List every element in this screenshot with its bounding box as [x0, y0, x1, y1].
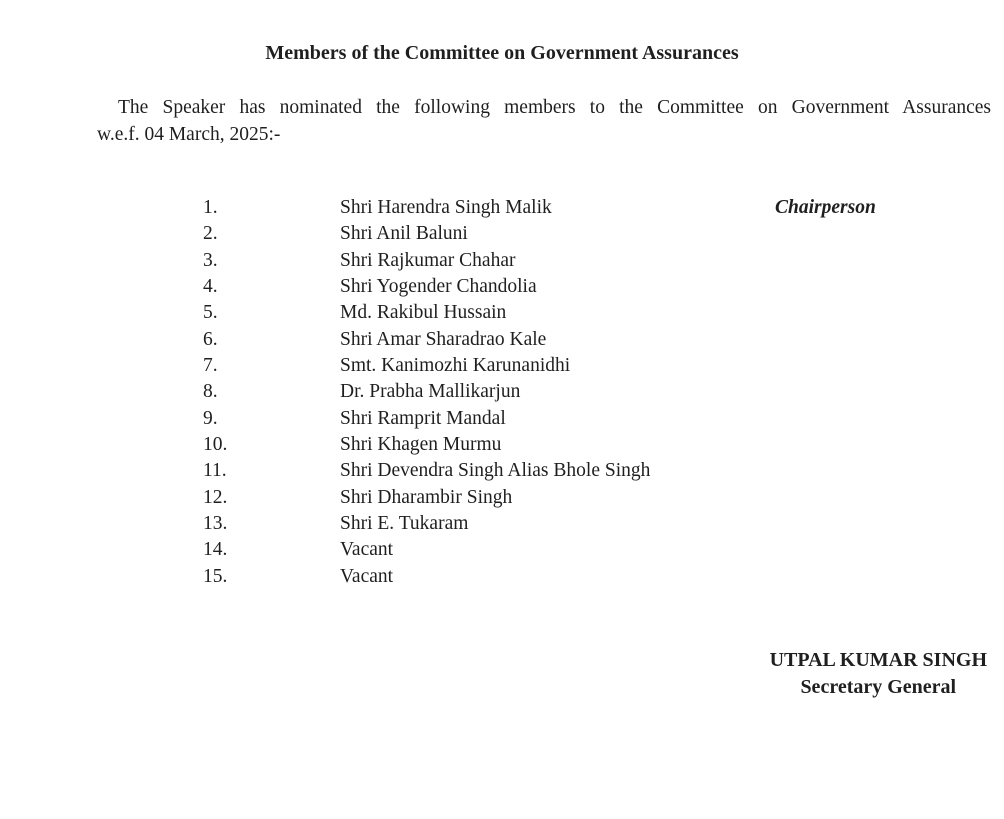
member-row: [0, 537, 1004, 563]
member-number: 14.: [203, 539, 228, 561]
member-number: 2.: [203, 223, 218, 245]
intro-paragraph: [97, 95, 991, 148]
member-role-chairperson: Chairperson: [775, 197, 876, 218]
member-name: Shri E. Tukaram: [340, 513, 469, 535]
member-row: [0, 511, 1004, 537]
member-row: [0, 274, 1004, 300]
signature-block: [770, 647, 987, 700]
member-number: 3.: [203, 249, 218, 271]
member-name: Shri Dharambir Singh: [340, 486, 513, 508]
member-name: Shri Devendra Singh Alias Bhole Singh: [340, 460, 651, 482]
member-name: Md. Rakibul Hussain: [340, 302, 507, 324]
member-name: Shri Harendra Singh Malik: [340, 197, 552, 218]
member-row: [0, 248, 1004, 274]
member-number: 13.: [203, 513, 228, 535]
member-row: [0, 195, 1004, 221]
signatory-name: UTPAL KUMAR SINGH: [769, 649, 987, 671]
member-row: [0, 221, 1004, 247]
member-name: Shri Anil Baluni: [340, 223, 468, 245]
member-number: 9.: [203, 407, 218, 429]
member-name: Shri Rajkumar Chahar: [340, 249, 516, 271]
signatory-designation: Secretary General: [800, 675, 957, 698]
member-row: [0, 406, 1004, 432]
member-number: 1.: [203, 197, 218, 218]
member-name: Shri Khagen Murmu: [340, 434, 502, 456]
member-name: Vacant: [340, 565, 394, 587]
member-row: [0, 379, 1004, 405]
member-name: Vacant: [340, 539, 394, 561]
member-number: 11.: [203, 460, 227, 482]
member-number: 4.: [203, 276, 218, 298]
member-row: [0, 353, 1004, 379]
member-row: [0, 564, 1004, 590]
member-number: 5.: [203, 302, 218, 324]
member-number: 7.: [203, 355, 218, 377]
member-number: 15.: [203, 565, 228, 587]
document-title: Members of the Committee on Government Assurances: [265, 42, 739, 64]
member-name: Smt. Kanimozhi Karunanidhi: [340, 355, 571, 377]
intro-line-1: The Speaker has nominated the following members to the Committee on Government Assurances: [118, 97, 991, 118]
member-name: Shri Amar Sharadrao Kale: [340, 328, 547, 350]
member-row: [0, 485, 1004, 511]
member-number: 12.: [203, 486, 228, 508]
member-number: 10.: [203, 434, 228, 456]
member-row: [0, 327, 1004, 353]
member-list: [0, 195, 1004, 590]
member-number: 6.: [203, 328, 218, 350]
member-row: [0, 432, 1004, 458]
member-row: [0, 458, 1004, 484]
member-name: Dr. Prabha Mallikarjun: [340, 381, 521, 403]
member-name: Shri Yogender Chandolia: [340, 276, 537, 298]
member-number: 8.: [203, 381, 218, 403]
intro-line-2: w.e.f. 04 March, 2025:-: [97, 123, 281, 145]
member-row: [0, 300, 1004, 326]
member-name: Shri Ramprit Mandal: [340, 407, 506, 429]
